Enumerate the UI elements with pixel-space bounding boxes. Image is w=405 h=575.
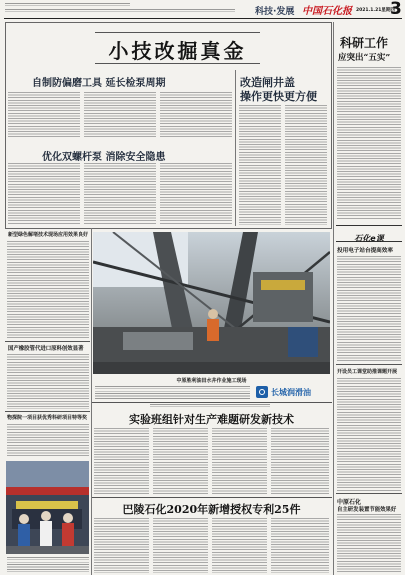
article-body-text bbox=[7, 354, 89, 409]
section-rule bbox=[92, 497, 332, 498]
article-body-text bbox=[212, 428, 267, 494]
article-body-text bbox=[160, 92, 232, 138]
section-title: 科技·发展 bbox=[255, 7, 295, 17]
photo-caption-text bbox=[7, 557, 89, 572]
article-body-text bbox=[337, 256, 401, 362]
kicker-text bbox=[150, 404, 270, 408]
article-body-text bbox=[337, 514, 401, 572]
feature-headline: 小技改掘真金 bbox=[108, 39, 247, 63]
page-number: 3 bbox=[390, 0, 402, 19]
brief-title: 国产橡胶管代进口原料创效显著 bbox=[8, 346, 84, 352]
story3-title: 优化双螺杆泵 消除安全隐患 bbox=[42, 152, 166, 163]
right-column-rule bbox=[333, 22, 334, 575]
lab-team-headline: 实验班组针对生产难题研发新技术 bbox=[129, 413, 294, 426]
story2-title-line1: 改造闸井盖 bbox=[240, 76, 295, 89]
brief-title-line2: 自主研发装置节能效果好 bbox=[337, 507, 397, 513]
photo-credit-text bbox=[95, 386, 250, 400]
brand-mark-ring bbox=[259, 389, 265, 395]
column-box bbox=[336, 225, 402, 242]
main-photo bbox=[93, 232, 330, 374]
feature-column-rule bbox=[235, 70, 236, 226]
brief-title: 投用电子站台提高效率 bbox=[337, 248, 393, 254]
issue-date: 2021.1.21星期四 bbox=[356, 8, 395, 13]
article-body-text bbox=[94, 428, 149, 494]
article-body-text bbox=[285, 105, 327, 225]
column-box-label: 石化e课 bbox=[354, 234, 384, 243]
commentary-title-line1: 科研工作 bbox=[340, 36, 389, 50]
brief-title-line1: 中原石化 bbox=[337, 499, 362, 506]
main-photo-caption: 中原胜利油田水井作业施工现场 bbox=[176, 378, 247, 384]
headline-rule-bottom bbox=[95, 63, 260, 64]
article-body-text bbox=[84, 163, 156, 225]
article-body-text bbox=[7, 424, 89, 458]
article-body-text bbox=[153, 518, 208, 573]
brief-rule bbox=[336, 493, 402, 494]
article-body-text bbox=[8, 163, 80, 225]
brief-rule bbox=[5, 411, 90, 412]
patent-headline: 巴陵石化2020年新增授权专利25件 bbox=[122, 503, 301, 516]
brand-mark-icon bbox=[256, 386, 268, 398]
article-body-text bbox=[337, 67, 401, 220]
masthead-info-text bbox=[5, 3, 130, 8]
headline-rule-top bbox=[95, 32, 260, 33]
brief-rule bbox=[336, 364, 402, 365]
article-body-text bbox=[271, 428, 329, 494]
article-body-text bbox=[8, 92, 80, 138]
brief-title: 新型绿色解堵技术现场应用效果良好 bbox=[8, 232, 89, 238]
article-body-text bbox=[7, 241, 89, 339]
article-body-text bbox=[84, 92, 156, 138]
advert-logo bbox=[256, 385, 330, 400]
article-body-text bbox=[212, 518, 267, 573]
header-rule bbox=[4, 18, 402, 19]
article-body-text bbox=[153, 428, 208, 494]
article-body-text bbox=[271, 518, 329, 573]
article-body-text bbox=[94, 518, 149, 573]
masthead-info-text bbox=[5, 9, 235, 14]
article-body-text bbox=[239, 105, 281, 225]
bottom-left-photo bbox=[6, 461, 89, 554]
story2-title-line2: 操作更快更方便 bbox=[240, 90, 317, 103]
commentary-title-line2: 应突出“五实” bbox=[338, 53, 391, 63]
story1-title: 自制防偏磨工具 延长检泵周期 bbox=[32, 78, 166, 89]
brief-title: 物探院一项目获优秀科研项目特等奖 bbox=[7, 415, 88, 421]
section-rule bbox=[92, 402, 332, 403]
brief-rule bbox=[5, 341, 90, 342]
masthead-logo: 中国石化报 bbox=[302, 6, 352, 17]
article-body-text bbox=[160, 163, 232, 225]
advert-brand: 长城润滑油 bbox=[271, 388, 311, 397]
brief-title: 开设员工课堂助推课题开展 bbox=[337, 369, 398, 375]
article-body-text bbox=[337, 378, 401, 491]
